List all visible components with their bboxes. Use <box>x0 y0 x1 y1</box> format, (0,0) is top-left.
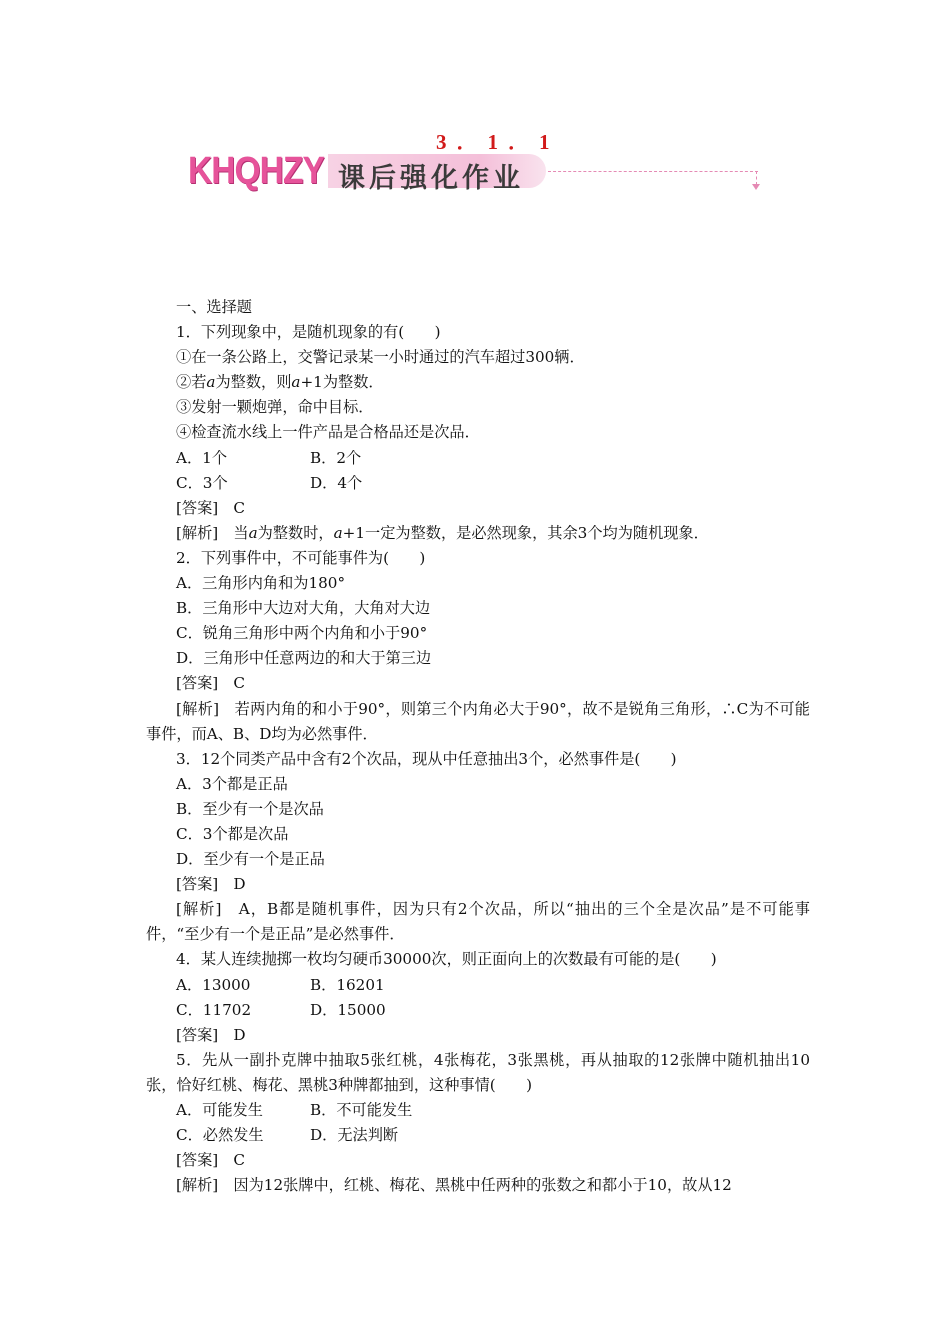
option-c: C．3个 <box>176 473 228 492</box>
banner-dashed-line <box>548 171 758 172</box>
question-1-item-3: ③发射一颗炮弹，命中目标． <box>176 398 374 417</box>
question-5-answer: [答案] C <box>176 1151 246 1170</box>
question-5-options-row-1 <box>146 1098 810 1123</box>
question-1-answer: [答案] C <box>176 498 246 517</box>
section-number: 3．1．1 <box>436 130 560 154</box>
question-1-item-4: ④检查流水线上一件产品是合格品还是次品． <box>176 423 480 442</box>
question-2-option-a: A．三角形内角和为180° <box>176 574 346 593</box>
variable: a <box>206 373 216 392</box>
option-d: D．15000 <box>310 1000 386 1019</box>
question-1-stem: 1．下列现象中，是随机现象的有( ) <box>176 323 441 342</box>
header-banner <box>186 148 766 198</box>
question-3-stem: 3．12个同类产品中含有2个次品，现从中任意抽出3个，必然事件是( ) <box>176 749 677 768</box>
question-3-option-c: C．3个都是次品 <box>176 824 289 843</box>
logo-text: KHQHZY <box>188 150 324 192</box>
option-c: C．必然发生 <box>176 1126 264 1145</box>
question-1-options-row-2 <box>146 471 810 496</box>
option-b: B．2个 <box>310 448 362 467</box>
text-fragment: 为整数时， <box>257 523 334 542</box>
question-5-options-row-2 <box>146 1123 810 1148</box>
variable: a <box>333 523 343 542</box>
banner-label: 课后强化作业 <box>338 163 524 194</box>
question-3-analysis: [解析] A，B都是随机事件，因为只有2个次品，所以“抽出的三个全是次品”是不可能事件，“至少有一个是正品”是必然事件． <box>146 900 810 944</box>
question-2-option-b: B．三角形中大边对大角，大角对大边 <box>176 599 431 618</box>
section-title: 一、选择题 <box>176 298 252 316</box>
text-fragment: +1为整数． <box>300 373 384 392</box>
text-fragment: 为整数，则 <box>215 373 292 392</box>
question-3-answer: [答案] D <box>176 875 246 894</box>
question-1-item-2 <box>146 370 810 395</box>
question-2-stem: 2．下列事件中，不可能事件为( ) <box>176 548 426 567</box>
question-2-answer: [答案] C <box>176 674 246 693</box>
question-4-answer: [答案] D <box>176 1025 246 1044</box>
question-4-options-row-2 <box>146 998 810 1023</box>
text-fragment: ②若 <box>176 373 207 392</box>
exercise-content <box>146 295 810 1198</box>
question-4-options-row-1 <box>146 973 810 998</box>
option-b: B．16201 <box>310 975 385 994</box>
option-a: A．可能发生 <box>176 1101 263 1119</box>
banner-dashed-drop <box>756 171 757 185</box>
variable: a <box>248 523 258 542</box>
question-5-analysis: [解析] 因为12张牌中，红桃、梅花、黑桃中任两种的张数之和都小于10，故从12 <box>176 1176 732 1195</box>
variable: a <box>291 373 301 392</box>
option-a: A．13000 <box>176 975 251 994</box>
question-2-option-c: C．锐角三角形中两个内角和小于90° <box>176 624 428 643</box>
option-b: B．不可能发生 <box>310 1101 413 1119</box>
question-2-option-d: D．三角形中任意两边的和大于第三边 <box>176 649 432 668</box>
arrow-down-icon <box>752 184 760 190</box>
question-3-option-b: B．至少有一个是次品 <box>176 799 324 818</box>
option-c: C．11702 <box>176 1000 252 1019</box>
question-1-analysis <box>146 521 810 546</box>
question-2-analysis: [解析] 若两内角的和小于90°，则第三个内角必大于90°，故不是锐角三角形，∴C为不可能事件，而A、B、D均为必然事件． <box>146 699 810 743</box>
question-3-option-a: A．3个都是正品 <box>176 774 288 793</box>
option-a: A．1个 <box>176 448 228 467</box>
text-fragment: [解析] 当 <box>176 523 249 542</box>
question-5-stem: 5．先从一副扑克牌中抽取5张红桃，4张梅花，3张黑桃，再从抽取的12张牌中随机抽出10张，恰好红桃、梅花、黑桃3种牌都抽到，这种事情( ) <box>146 1050 810 1094</box>
option-d: D．4个 <box>310 473 363 492</box>
text-fragment: +1一定为整数，是必然现象，其余3个均为随机现象． <box>342 523 709 542</box>
question-1-item-1: ①在一条公路上，交警记录某一小时通过的汽车超过300辆． <box>176 348 585 367</box>
question-4-stem: 4．某人连续抛掷一枚均匀硬币30000次，则正面向上的次数最有可能的是( ) <box>176 950 717 969</box>
question-3-option-d: D．至少有一个是正品 <box>176 850 325 869</box>
option-d: D．无法判断 <box>310 1126 399 1145</box>
question-1-options-row-1 <box>146 446 810 471</box>
